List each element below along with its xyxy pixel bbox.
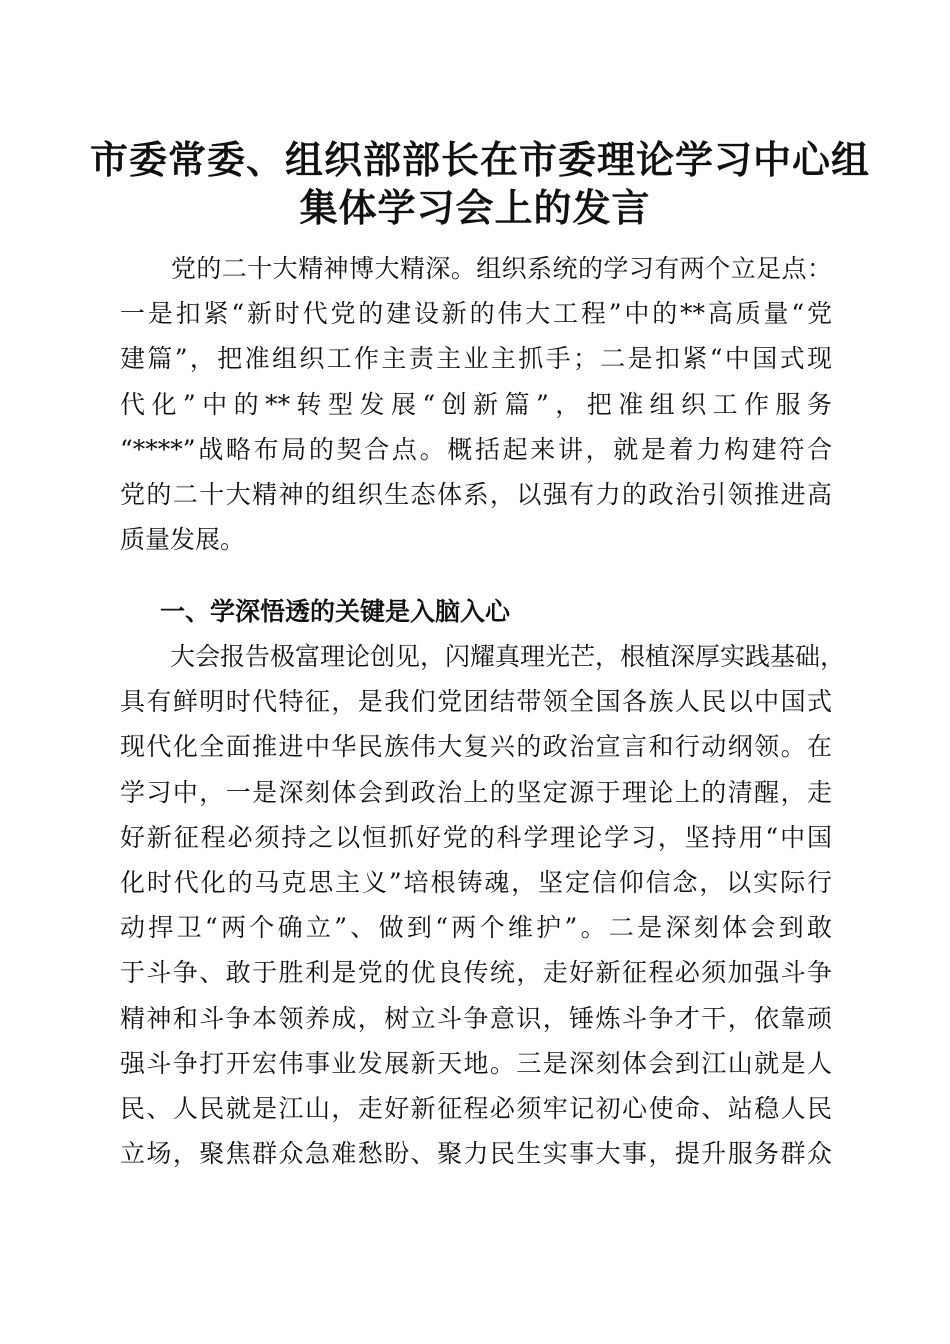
paragraph-section-1 xyxy=(120,634,846,1176)
paragraph-line: 学习中，一是深刻体会到政治上的坚定源于理论上的清醒，走 xyxy=(120,777,832,807)
document-title-line-1: 市委常委、组织部部长在市委理论学习中心组 xyxy=(90,137,871,182)
paragraph-line: 代化”中的**转型发展“创新篇”，把准组织工作服务 xyxy=(120,389,832,419)
paragraph-line: 党的二十大精神博大精深。组织系统的学习有两个立足点： xyxy=(120,254,832,283)
paragraph-line: 质量发展。 xyxy=(120,525,246,555)
section-heading-1: 一、学深悟透的关键是入脑入心 xyxy=(160,597,511,626)
paragraph-line: 动捍卫“两个确立”、做到“两个维护”。二是深刻体会到敢 xyxy=(120,913,832,943)
paragraph-line: 好新征程必须持之以恒抓好党的科学理论学习，坚持用“中国 xyxy=(120,822,832,852)
paragraph-line: 精神和斗争本领养成，树立斗争意识，锤炼斗争才干，依靠顽 xyxy=(120,1003,832,1033)
paragraph-intro xyxy=(120,246,832,562)
paragraph-line: 立场，聚焦群众急难愁盼、聚力民生实事大事，提升服务群众 xyxy=(120,1139,832,1169)
paragraph-line: 大会报告极富理论创见，闪耀真理光芒，根植深厚实践基础， xyxy=(120,642,846,671)
paragraph-line: 强斗争打开宏伟事业发展新天地。三是深刻体会到江山就是人 xyxy=(120,1048,832,1078)
document-title-line-2: 集体学习会上的发言 xyxy=(299,185,651,230)
paragraph-line: “****”战略布局的契合点。概括起来讲，就是着力构建符合 xyxy=(120,434,832,464)
paragraph-line: 一是扣紧“新时代党的建设新的伟大工程”中的**高质量“党 xyxy=(120,299,832,329)
paragraph-line: 具有鲜明时代特征，是我们党团结带领全国各族人民以中国式 xyxy=(120,687,832,717)
paragraph-line: 现代化全面推进中华民族伟大复兴的政治宣言和行动纲领。在 xyxy=(120,732,832,762)
paragraph-line: 党的二十大精神的组织生态体系，以强有力的政治引领推进高 xyxy=(120,479,832,509)
paragraph-line: 于斗争、敢于胜利是党的优良传统，走好新征程必须加强斗争 xyxy=(120,958,832,988)
paragraph-line: 建篇”，把准组织工作主责主业主抓手；二是扣紧“中国式现 xyxy=(120,344,832,374)
paragraph-line: 民、人民就是江山，走好新征程必须牢记初心使命、站稳人民 xyxy=(120,1093,832,1123)
paragraph-line: 化时代化的马克思主义”培根铸魂，坚定信仰信念，以实际行 xyxy=(120,867,832,897)
